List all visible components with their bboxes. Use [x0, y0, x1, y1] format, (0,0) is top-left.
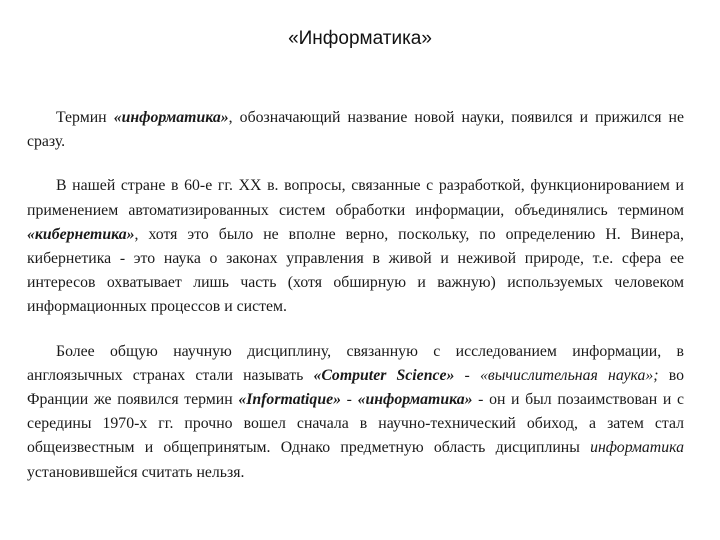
document-body — [27, 106, 684, 485]
term-informatika-2: «информатика» — [357, 391, 473, 409]
term-vychislitelnaya-nauka: «вычислительная наука»; — [479, 366, 659, 384]
p3-text-c: - — [454, 366, 480, 384]
term-informatika-3: информатика — [590, 439, 684, 457]
p3-text-e: во Франции же появился термин — [27, 366, 684, 409]
p3-text-g: - — [341, 391, 358, 409]
p3-text-a: Более общую научную дисциплину, связанную с исследованием информации, в англоязычных странах стали называть — [27, 342, 684, 384]
p2-text-a: В нашей стране в 60-е гг. XX в. вопросы, связанные с разработкой, функционированием и применением автоматизированных систем обработки информации, объединялись термином — [27, 177, 684, 219]
term-kibernetika: «кибернетика» — [27, 225, 135, 243]
paragraph-3 — [27, 340, 684, 485]
p3-text-k: установившейся считать нельзя. — [27, 463, 245, 481]
page-title: «Информатика» — [288, 28, 432, 49]
paragraph-2 — [27, 174, 684, 319]
p3-text-i: - он и был позаимствован и с середины 1970-х гг. прочно вошел сначала в научно-технический обиход, а затем стал общеизвестным и общепринятым. Однако предметную область дисциплины — [27, 391, 684, 457]
term-computer-science: «Computer Science» — [313, 366, 455, 384]
term-informatika: «информатика» — [113, 109, 229, 126]
p2-text-c: , хотя это было не вполне верно, поскольку, по определению Н. Винера, кибернетика - это наука о законах управления в живой и неживой природе, т.е. сфера ее интересов охватывает лишь часть (хотя обширную и важную) используемых человеком информационных процессов и систем. — [27, 225, 684, 316]
paragraph-1 — [27, 106, 684, 154]
term-informatique: «Informatique» — [238, 391, 342, 409]
p1-text-c: , обозначающий название новой науки, появился и прижился не сразу. — [27, 109, 684, 151]
p1-text-a: Термин — [56, 109, 114, 126]
